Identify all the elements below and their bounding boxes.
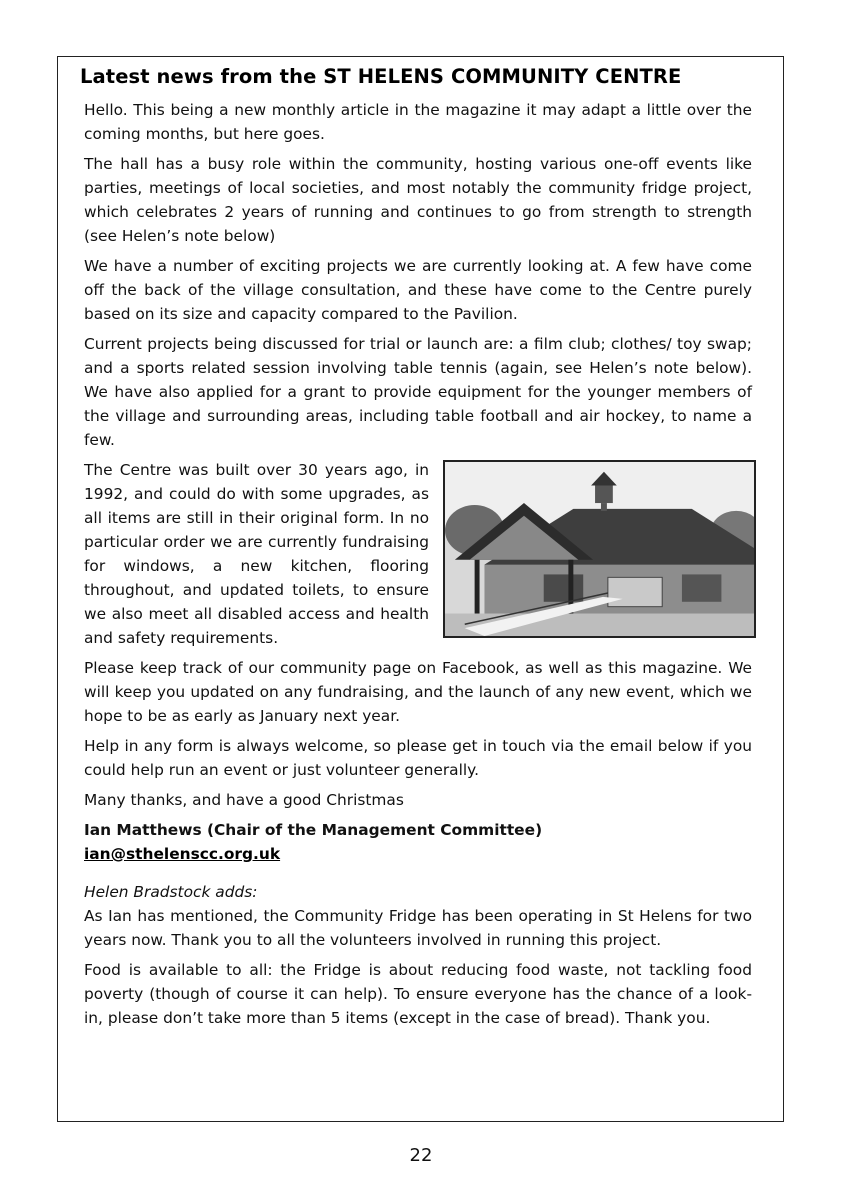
paragraph-food: Food is available to all: the Fridge is about reducing food waste, not tackling food poverty (though of course it can help). To ensure everyone has the chance of a look-in, please don’t take more than 5 items (except in the case of bread). Thank you. (84, 961, 752, 1027)
signature: Ian Matthews (Chair of the Management Committee) (84, 821, 543, 839)
article-frame (57, 56, 784, 1122)
paragraph-intro: Hello. This being a new monthly article in the magazine it may adapt a little over the coming months, but here goes. (84, 101, 752, 143)
community-centre-photo (443, 460, 756, 638)
paragraph-building: The Centre was built over 30 years ago, in 1992, and could do with some upgrades, as all items are still in their original form. In no particular order we are currently fundraising for windows, a new kitchen, flooring throughout, and updated toilets, to ensure we also meet all disabled access and health and safety requirements. (84, 461, 429, 647)
helen-intro: Helen Bradstock adds: (84, 883, 258, 901)
building-illustration (445, 462, 754, 636)
paragraph-help: Help in any form is always welcome, so please get in touch via the email below if you could help run an event or just volunteer generally. (84, 737, 752, 779)
paragraph-current-projects: Current projects being discussed for trial or launch are: a film club; clothes/ toy swap; and a sports related session involving table tennis (again, see Helen’s note below). We have also applied for a grant to provide equipment for the younger members of the village and surrounding areas, including table football and air hockey, to name a few. (84, 335, 752, 449)
paragraph-hall-role: The hall has a busy role within the community, hosting various one-off events like parties, meetings of local societies, and most notably the community fridge project, which celebrates 2 years of running and continues to go from strength to strength (see Helen’s note below) (84, 155, 752, 245)
paragraph-thanks: Many thanks, and have a good Christmas (84, 791, 404, 809)
paragraph-facebook: Please keep track of our community page on Facebook, as well as this magazine. We will keep you updated on any fundraising, and the launch of any new event, which we hope to be as early as January next year. (84, 659, 752, 725)
article-content (80, 65, 752, 1036)
article-title: Latest news from the ST HELENS COMMUNITY CENTRE (80, 65, 682, 88)
paragraph-fridge: As Ian has mentioned, the Community Fridge has been operating in St Helens for two years now. Thank you to all the volunteers involved in running this project. (84, 907, 752, 949)
paragraph-projects: We have a number of exciting projects we are currently looking at. A few have come off the back of the village consultation, and these have come to the Centre purely based on its size and capacity compared to the Pavilion. (84, 257, 752, 323)
email-link[interactable]: ian@sthelenscc.org.uk (84, 845, 281, 863)
page-number: 22 (409, 1145, 433, 1166)
